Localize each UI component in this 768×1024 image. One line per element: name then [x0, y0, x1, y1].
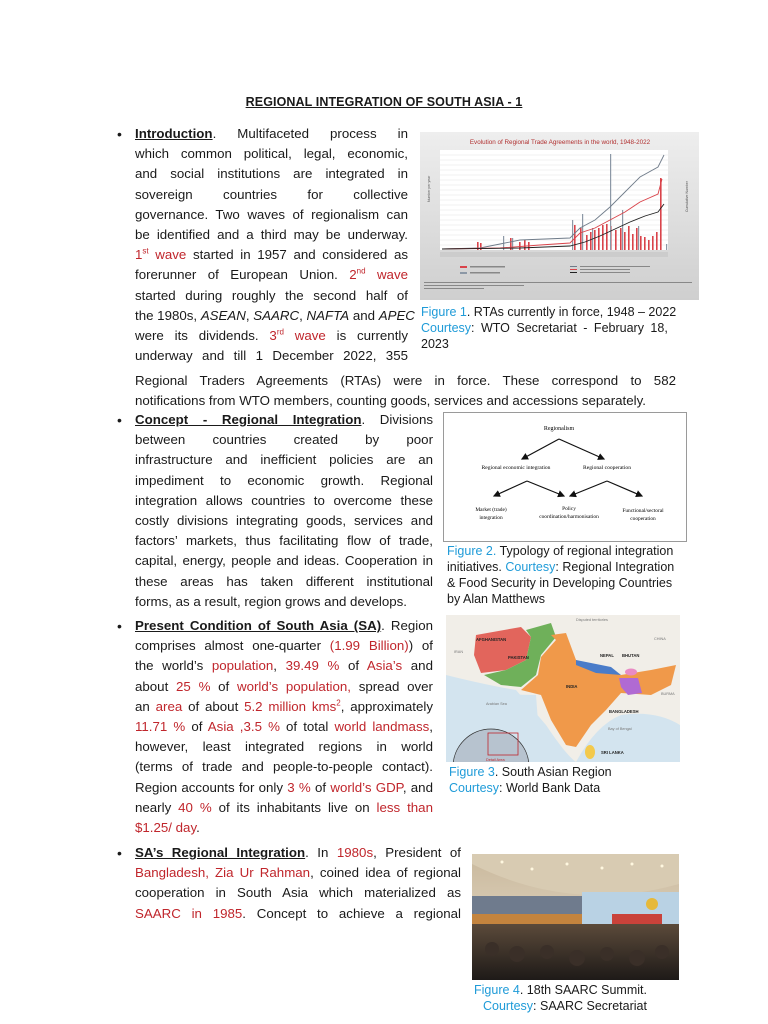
section-concept: Concept - Regional Integration. Divisions between countries created by poor infrastructure and inefficient policies are an impediment to economic growth. Regional integration allows countries to overcome these costly divisions integrating goods, services and factors’ markets, thus facilitating flow of trade, capital, energy, people and ideas. Cooperation in these areas has taken different institutional forms, as a result, region grows and develops.: [135, 410, 433, 612]
text-line: these areas has taken different institutional: [135, 573, 433, 589]
text-line: infrastructure and inefficient policies are an: [135, 452, 433, 468]
svg-text:NEPAL: NEPAL: [600, 653, 614, 658]
svg-text:Disputed territories: Disputed territories: [576, 618, 608, 622]
figure-3-caption: Figure 3. South Asian Region Courtesy: World Bank Data: [449, 765, 612, 795]
section-heading: Introduction: [135, 126, 213, 141]
section-introduction: [135, 124, 415, 366]
text-line: started during roughly the second half of: [135, 287, 408, 303]
text-line: 1st wave started in 1957 and considered as: [135, 246, 408, 263]
svg-text:integration: integration: [479, 515, 503, 521]
svg-text:SRI LANKA: SRI LANKA: [601, 750, 624, 755]
figure-2-diagram: [443, 412, 687, 542]
text-line: . Multifaceted process in: [212, 126, 408, 141]
svg-text:cooperation: cooperation: [630, 516, 656, 522]
figure-4-photo: [472, 854, 679, 980]
text-line: notifications from WTO members, counting goods, services and accessions separately.: [135, 393, 646, 409]
svg-text:Number per year: Number per year: [427, 175, 431, 202]
figure-4-caption: Figure 4. 18th SAARC Summit. Courtesy: SAARC Secretariat: [474, 983, 647, 1013]
text-line: the 1980s, ASEAN, SAARC, NAFTA and APEC: [135, 307, 415, 323]
svg-text:Policy: Policy: [562, 506, 576, 512]
section-heading: Present Condition of South Asia (SA): [135, 618, 382, 633]
section-heading: Concept - Regional Integration: [135, 412, 362, 427]
text-line: between countries created by poor: [135, 432, 433, 448]
svg-text:BHUTAN: BHUTAN: [622, 653, 640, 658]
figure-1-caption: Figure 1. RTAs currently in force, 1948 – 2022 Courtesy: WTO Secretariat - February 18, 2023: [421, 305, 677, 351]
text-line: impediment to economic growth. Regional: [135, 472, 433, 488]
bullet-icon: •: [117, 845, 122, 861]
svg-text:Evolution of Regional Trade Ag: Evolution of Regional Trade Agreements in the world, 1948-2022: [469, 139, 651, 146]
svg-text:Detail Area: Detail Area: [486, 758, 505, 762]
svg-text:Cumulative Number: Cumulative Number: [685, 181, 689, 212]
svg-text:coordination/harmonisation: coordination/harmonisation: [539, 514, 599, 520]
svg-text:Bay of Bengal: Bay of Bengal: [608, 727, 632, 731]
text-line: forerunner of European Union. 2nd wave: [135, 266, 408, 283]
text-line: underway and till 1 December 2022, 355: [135, 348, 408, 364]
text-line: factors’ markets, thus facilitating flow of trade,: [135, 533, 433, 549]
svg-text:IRAN: IRAN: [454, 650, 464, 654]
svg-text:Regional cooperation: Regional cooperation: [583, 465, 631, 471]
figure-2-caption: Figure 2. Typology of regional integration initiatives. Courtesy: Regional Integration & Food Security in Developing Countries by Alan Matthews: [447, 544, 675, 606]
svg-text:Arabian Sea: Arabian Sea: [486, 702, 507, 706]
section-sa-regional-integration: SA’s Regional Integration. In 1980s, President of Bangladesh, Zia Ur Rahman, coined idea of regional cooperation in South Asia which materialized as SAARC in 1985. Concept to achieve a regional: [135, 845, 461, 921]
bullet-icon: •: [117, 618, 122, 634]
svg-text:Regionalism: Regionalism: [543, 426, 575, 432]
figure-3-map: [446, 615, 680, 762]
text-line: Regional Traders Agreements (RTAs) were in force. These correspond to 582: [135, 373, 676, 388]
text-line: costly divisions integrating goods, services and: [135, 512, 433, 528]
text-line: which common political, legal, economic,: [135, 146, 408, 162]
svg-text:Market (trade): Market (trade): [475, 507, 507, 513]
svg-text:BURMA: BURMA: [661, 692, 675, 696]
section-heading: SA’s Regional Integration: [135, 845, 306, 860]
section-introduction-cont: [135, 371, 676, 411]
text-line: governance. Two waves of regionalism can: [135, 206, 408, 222]
svg-text:AFGHANISTAN: AFGHANISTAN: [476, 637, 507, 642]
text-line: sovereign countries for collective: [135, 186, 408, 202]
bullet-icon: •: [117, 126, 122, 142]
svg-text:Functional/sectoral: Functional/sectoral: [622, 508, 664, 514]
page-title: REGIONAL INTEGRATION OF SOUTH ASIA - 1: [245, 95, 523, 109]
svg-text:INDIA: INDIA: [566, 684, 578, 689]
svg-text:BANGLADESH: BANGLADESH: [609, 709, 639, 714]
text-line: and social institutions are integrated in: [135, 166, 408, 182]
text-line: were its dividends. 3rd wave is currently: [135, 327, 408, 343]
svg-text:CHINA: CHINA: [654, 637, 666, 641]
section-present-condition: Present Condition of South Asia (SA). Region comprises almost one-quarter (1.99 Billion)) of the world’s population, 39.49 % of Asia’s and about 25 % of world’s population, spread over an area of about 5.2 million kms$^2$, approximately 11.71 % of Asia ,3.5 % of total world landmass, however, least integrated regions in world (terms of trade and people-to-people contact). Region accounts for only 3 % of world’s GDP, and nearly 40 % of its inhabitants live on less than $1.25/ day.: [135, 618, 434, 835]
text-line: forms, as a result, region grows and develops.: [135, 593, 407, 609]
svg-text:Regional economic integration: Regional economic integration: [481, 465, 551, 471]
text-line: be identified and a third may be underway.: [135, 226, 408, 242]
text-line: capital, energy, people and ideas. Cooperation in: [135, 553, 433, 569]
bullet-icon: •: [117, 412, 122, 428]
svg-text:PAKISTAN: PAKISTAN: [508, 655, 529, 660]
figure-1-chart: [420, 132, 699, 300]
text-line: integration allows countries to overcome these: [135, 492, 433, 508]
